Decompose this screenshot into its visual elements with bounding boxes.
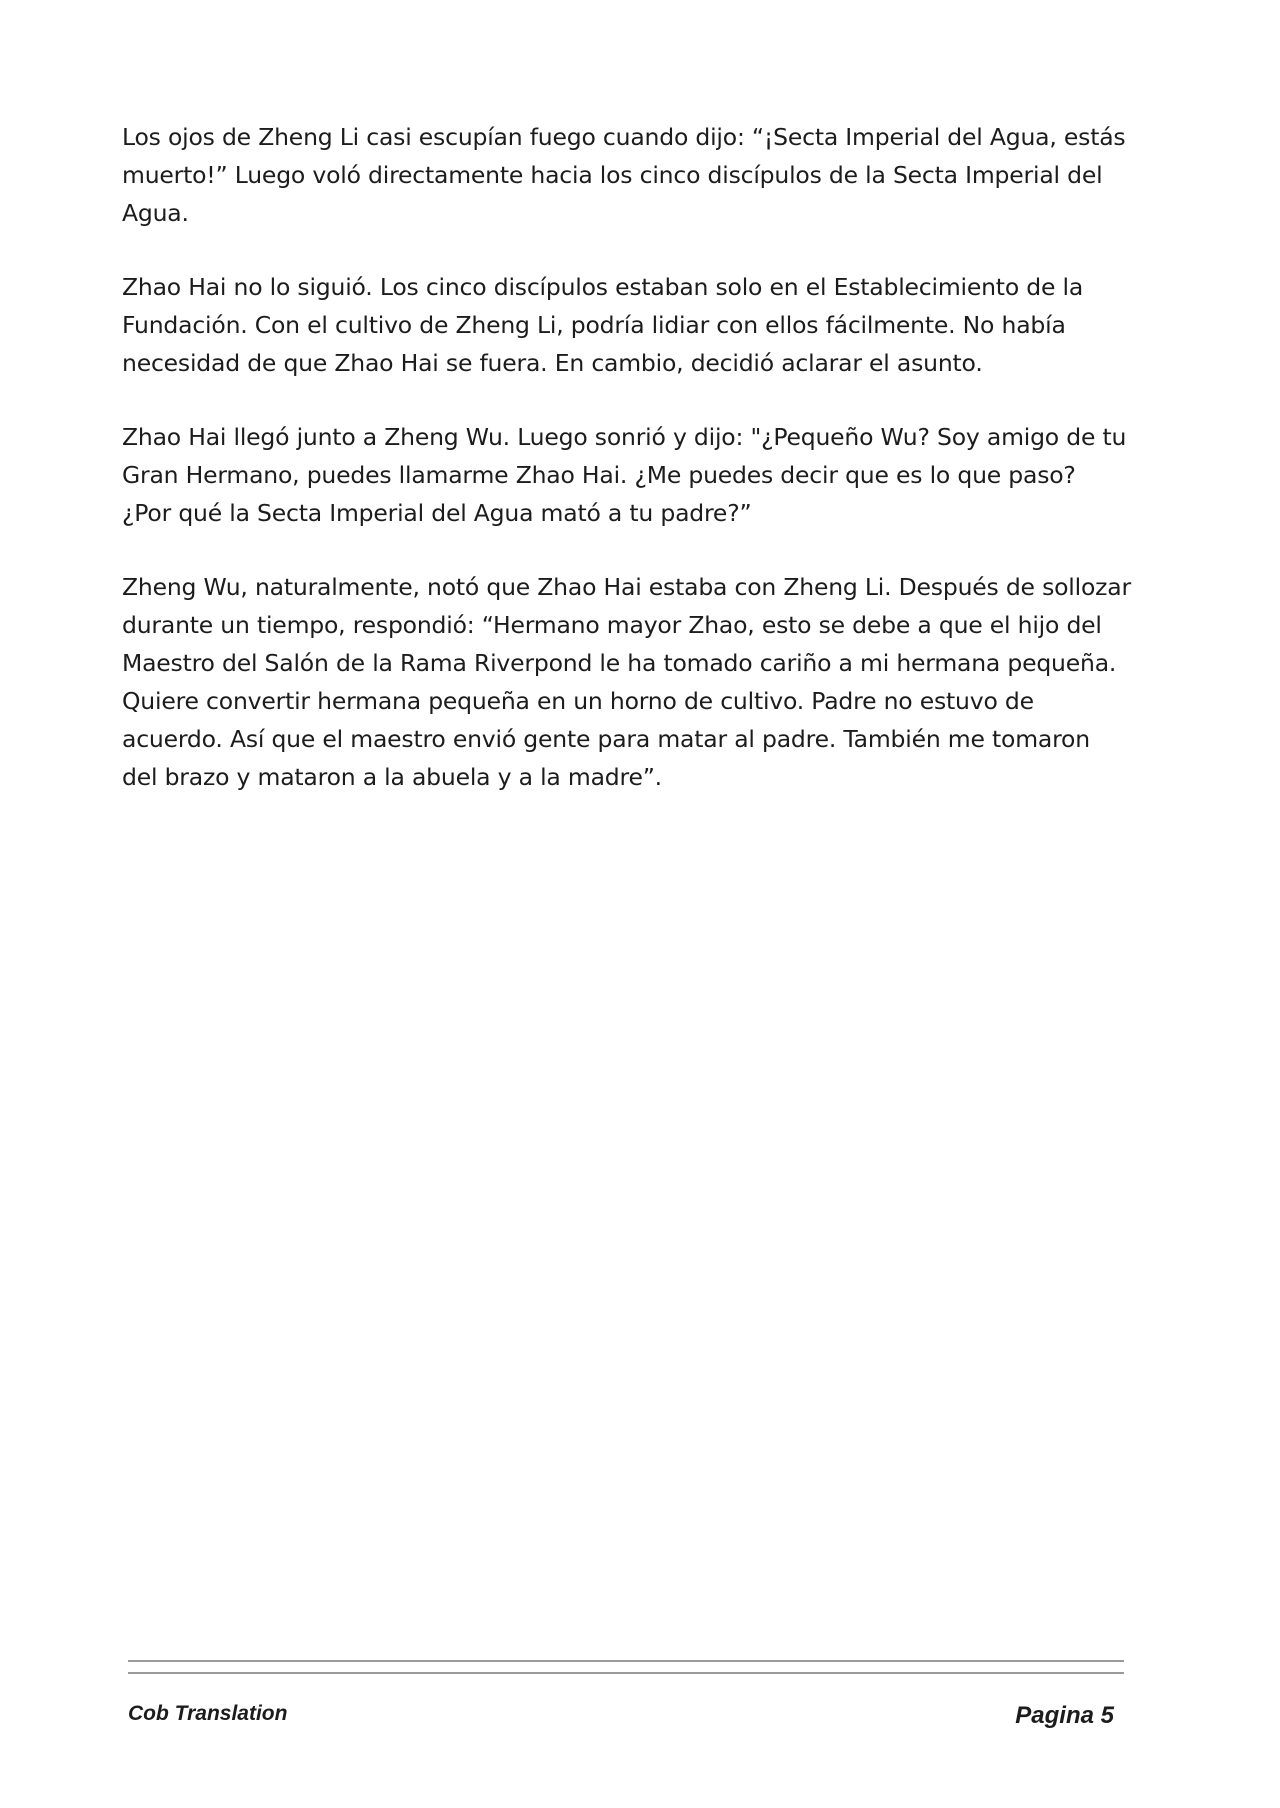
paragraph-4: Zheng Wu, naturalmente, notó que Zhao Hai estaba con Zheng Li. Después de sollozar durante un tiempo, respondió: “Hermano mayor Zhao, esto se debe a que el hijo del Maestro del Salón de la Rama Riverpond le ha tomado cariño a mi hermana pequeña. Quiere convertir hermana pequeña en un horno de cultivo. Padre no estuvo de acuerdo. Así que el maestro envió gente para matar al padre. También me tomaron del brazo y mataron a la abuela y a la madre”.	[122, 573, 1131, 791]
footer-divider-bottom	[128, 1672, 1124, 1674]
footer-translator-credit: Cob Translation	[128, 1702, 288, 1725]
footer-divider-top	[128, 1660, 1124, 1662]
paragraph-3: Zhao Hai llegó junto a Zheng Wu. Luego sonrió y dijo: "¿Pequeño Wu? Soy amigo de tu Gran Hermano, puedes llamarme Zhao Hai. ¿Me puedes decir que es lo que paso? ¿Por qué la Secta Imperial del Agua mató a tu padre?”	[122, 423, 1127, 527]
paragraph-2: Zhao Hai no lo siguió. Los cinco discípulos estaban solo en el Establecimiento de la Fundación. Con el cultivo de Zheng Li, podría lidiar con ellos fácilmente. No había necesidad de que Zhao Hai se fuera. En cambio, decidió aclarar el asunto.	[122, 273, 1084, 377]
paragraph-1: Los ojos de Zheng Li casi escupían fuego cuando dijo: “¡Secta Imperial del Agua, estás muerto!” Luego voló directamente hacia los cinco discípulos de la Secta Imperial del Agua.	[122, 123, 1126, 227]
footer-page-number: Pagina 5	[1015, 1702, 1114, 1729]
page-body	[122, 118, 1132, 832]
